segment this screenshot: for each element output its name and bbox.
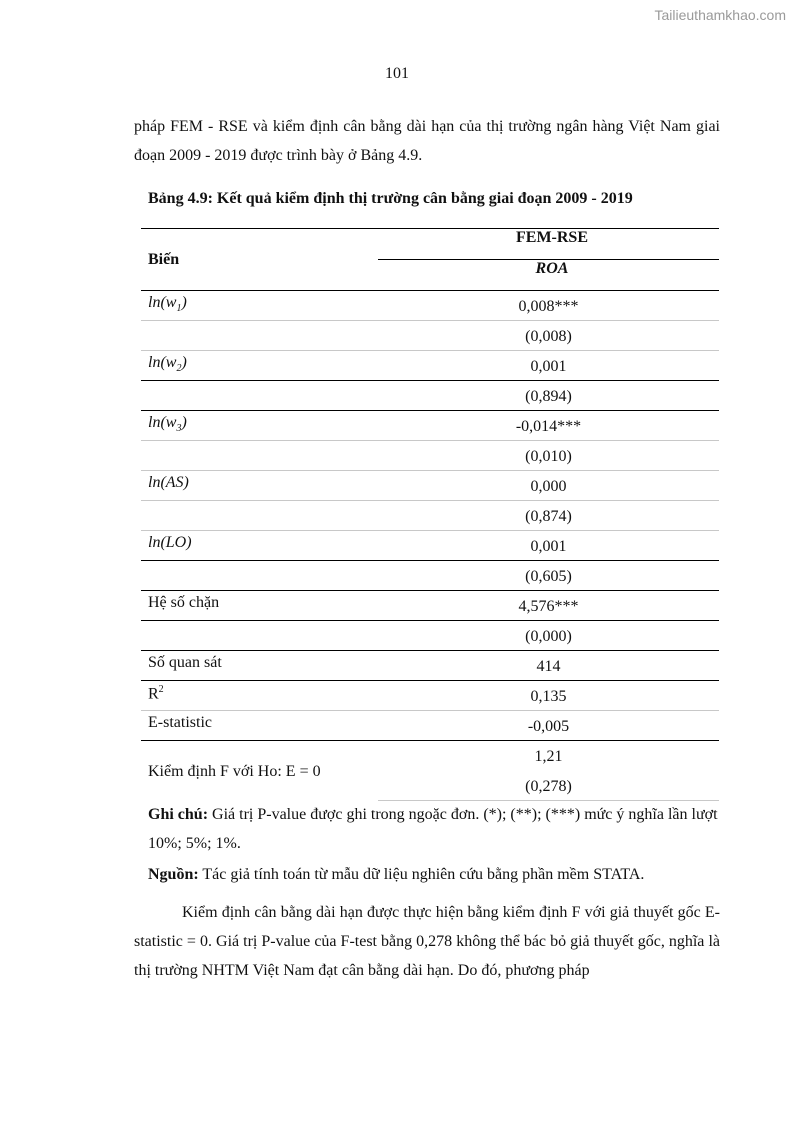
row-label: ln(LO)	[141, 531, 378, 561]
table-row	[141, 741, 719, 771]
table-caption: Bảng 4.9: Kết quả kiểm định thị trường cân bằng giai đoạn 2009 - 2019	[148, 190, 633, 207]
p-value: (0,605)	[378, 561, 719, 591]
table-row	[141, 501, 719, 531]
header-variable: Biến	[141, 229, 378, 291]
table-row	[141, 621, 719, 651]
observations-value: 414	[378, 651, 719, 681]
source-line: Nguồn: Tác giả tính toán từ mẫu dữ liệu nghiên cứu bằng phần mềm STATA.	[148, 866, 645, 883]
row-label: Hệ số chặn	[141, 591, 378, 621]
coefficient-value: 4,576***	[378, 591, 719, 621]
page-number: 101	[385, 65, 409, 82]
table-row	[141, 441, 719, 471]
intro-paragraph: pháp FEM - RSE và kiểm định cân bằng dài hạn của thị trường ngân hàng Việt Nam giai đoạn 2009 - 2019 được trình bày ở Bảng 4.9.	[134, 118, 720, 164]
conclusion-paragraph: Kiểm định cân bằng dài hạn được thực hiện bằng kiểm định F với giả thuyết gốc E-statistic = 0. Giá trị P-value của F-test bằng 0,278 không thể bác bỏ giả thuyết gốc, nghĩa là thị trường NHTM Việt Nam đạt cân bằng dài hạn. Do đó, phương pháp	[134, 904, 720, 979]
header-model: FEM-RSE	[378, 229, 719, 260]
r-squared-label: $R^2$	[141, 681, 378, 711]
r-squared-value: 0,135	[378, 681, 719, 711]
row-label: $\ln(w_2)$	[141, 351, 378, 381]
e-statistic-label: E-statistic	[141, 711, 378, 741]
table-row	[141, 711, 719, 741]
table-row	[141, 591, 719, 621]
coefficient-value: 0,000	[378, 471, 719, 501]
table-row	[141, 291, 719, 321]
header-dependent-variable: ROA	[378, 260, 719, 291]
row-label: $\ln(w_1)$	[148, 294, 187, 315]
observations-label: Số quan sát	[141, 651, 378, 681]
row-label: $\ln(w_3)$	[141, 411, 378, 441]
coefficient-value: 0,001	[378, 531, 719, 561]
results-table	[141, 228, 719, 801]
table-row	[141, 681, 719, 711]
coefficient-value: 0,008***	[518, 298, 579, 315]
f-test-label: Kiểm định F với Ho: E = 0	[141, 741, 378, 801]
table-row	[141, 411, 719, 441]
table-row	[141, 381, 719, 411]
e-statistic-value: -0,005	[378, 711, 719, 741]
p-value: (0,000)	[378, 621, 719, 651]
table-notes	[148, 800, 718, 889]
table-row	[141, 531, 719, 561]
f-test-p-value: (0,278)	[378, 771, 719, 801]
p-value: (0,894)	[378, 381, 719, 411]
table-row	[141, 321, 719, 351]
coefficient-value: 0,001	[378, 351, 719, 381]
watermark: Tailieuthamkhao.com	[654, 7, 786, 23]
table-row	[141, 351, 719, 381]
table-row	[141, 561, 719, 591]
p-value: (0,874)	[378, 501, 719, 531]
table-row	[141, 651, 719, 681]
row-label: ln(AS)	[141, 471, 378, 501]
f-test-value: 1,21	[378, 741, 719, 771]
coefficient-value: -0,014***	[378, 411, 719, 441]
table-row	[141, 471, 719, 501]
p-value: (0,010)	[378, 441, 719, 471]
p-value: (0,008)	[378, 321, 719, 351]
note-line: Ghi chú: Giá trị P-value được ghi trong ngoặc đơn. (*); (**); (***) mức ý nghĩa lần lượt 10%; 5%; 1%.	[148, 806, 718, 852]
